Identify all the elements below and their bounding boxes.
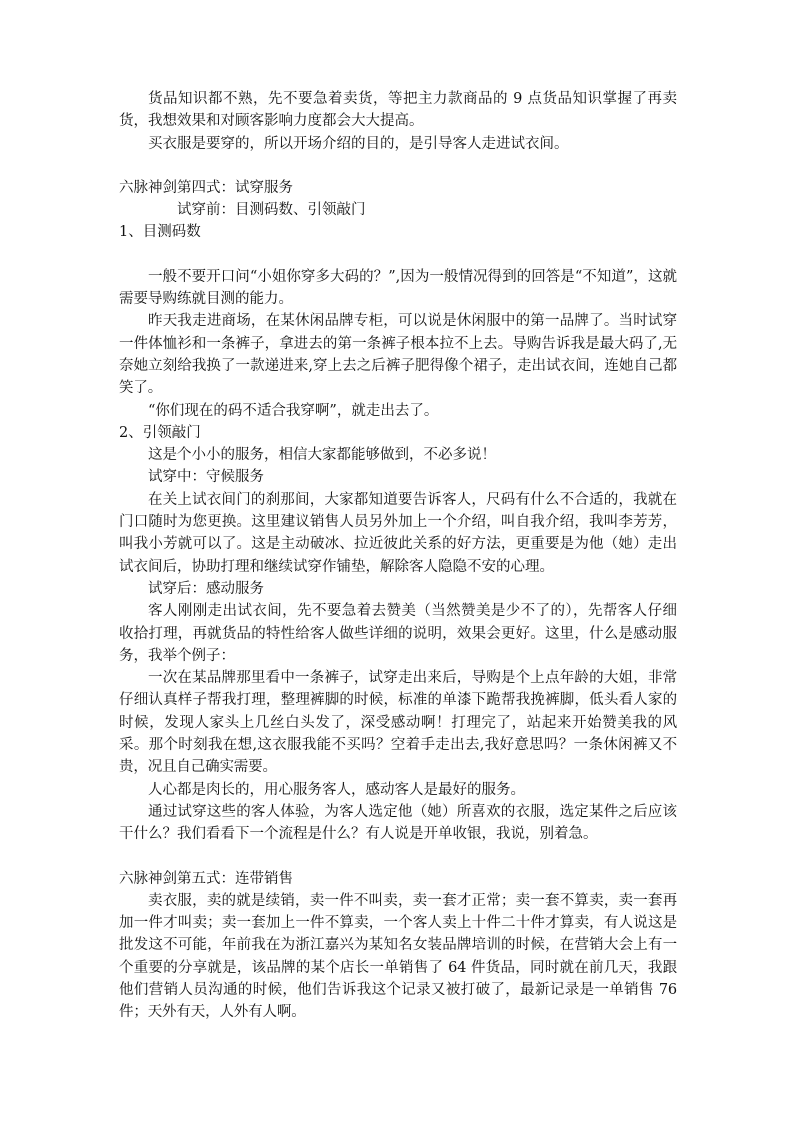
section-heading-fifth-move: 六脉神剑第五式：连带销售 [119, 870, 293, 887]
section-heading-fourth-move: 六脉神剑第四式：试穿服务 [119, 179, 293, 196]
subheading-after-fitting: 试穿后：感动服务 [148, 580, 264, 597]
paragraph-product-knowledge: 货品知识都不熟，先不要急着卖货，等把主力款商品的 9 点货品知识掌握了再卖货，我想效果和对顾客影响力度都会大大提高。 [119, 91, 677, 130]
paragraph-linked-sales: 卖衣服，卖的就是续销，卖一件不叫卖，卖一套才正常；卖一套不算卖，卖一套再加一件才叫卖；卖一套加上一件不算卖，一个客人卖上十件二十件才算卖，有人说这是批发这不可能，年前我在为浙江嘉兴为某知名女装品牌培训的时候，在营销大会上有一个重要的分享就是，该品牌的某个店长一单销售了 64 件货品，同时就在前几天，我跟他们营销人员沟通的时候，他们告诉我这个记录又被打破了，最新记录是一单销售 76 件；天外有天，人外有人啊。 [119, 892, 677, 1021]
paragraph-touching-service: 客人刚刚走出试衣间，先不要急着去赞美（当然赞美是少不了的），先帮客人仔细收拾打理，再就货品的特性给客人做些详细的说明，效果会更好。这里，什么是感动服务，我举个例子： [119, 603, 677, 664]
paragraph-example-story: 一次在某品牌那里看中一条裤子，试穿走出来后，导购是个上点年龄的大姐，非常仔细认真样子帮我打理，整理裤脚的时候，标准的单漆下跪帮我挽裤脚，低头看人家的时候，发现人家头上几丝白头发了，深受感动啊！打理完了，站起来开始赞美我的风采。那个时刻我在想,这衣服我能不买吗？空着手走出去,我好意思吗？一条休闲裤又不贵，况且自己确实需要。 [119, 670, 677, 776]
paragraph-next-step: 通过试穿这些的客人体验，为客人选定他（她）所喜欢的衣服，选定某件之后应该干什么？我们看看下一个流程是什么？有人说是开单收银，我说，别着急。 [119, 803, 677, 843]
paragraph-waiting-service: 在关上试衣间门的刹那间，大家都知道要告诉客人，尺码有什么不合适的，我就在门口随时为您更换。这里建议销售人员另外加上一个介绍，叫自我介绍，我叫李芳芳，叫我小芳就可以了。这是主动破冰、拉近彼此关系的好方法，更重要是为他（她）走出试衣间后，协助打理和继续试穿作铺垫，解除客人隐隐不安的心理。 [119, 491, 677, 575]
paragraph-small-service: 这是个小小的服务，相信大家都能够做到，不必多说！ [148, 447, 496, 464]
spacer [119, 155, 677, 177]
paragraph-store-story: 昨天我走进商场，在某休闲品牌专柜，可以说是休闲服中的第一品牌了。当时试穿一件体恤衫和一条裤子，拿进去的第一条裤子根本拉不上去。导购告诉我是最大码了,无奈她立刻给我换了一款递进来,穿上去之后裤子肥得像个裙子，走出试衣间，连她自己都笑了。 [119, 313, 677, 397]
spacer [119, 846, 677, 868]
document-page [119, 88, 677, 1024]
spacer [119, 244, 677, 266]
paragraph-quote: “你们现在的码不适合我穿啊”，就走出去了。 [148, 402, 439, 419]
subheading-during-fitting: 试穿中：守候服务 [148, 469, 264, 486]
paragraph-size-question: 一般不要开口问“小姐你穿多大码的？”,因为一般情况得到的回答是“不知道”，这就需要导购练就目测的能力。 [119, 268, 677, 308]
item-heading-size-estimate: 1、目测码数 [119, 224, 201, 241]
paragraph-fitting-room-purpose: 买衣服是要穿的，所以开场介绍的目的，是引导客人走进试衣间。 [148, 135, 569, 152]
item-heading-guide-knock: 2、引领敲门 [119, 424, 201, 441]
subheading-before-fitting: 试穿前：目测码数、引领敲门 [177, 202, 366, 219]
paragraph-heart-service: 人心都是肉长的，用心服务客人，感动客人是最好的服务。 [148, 781, 525, 798]
